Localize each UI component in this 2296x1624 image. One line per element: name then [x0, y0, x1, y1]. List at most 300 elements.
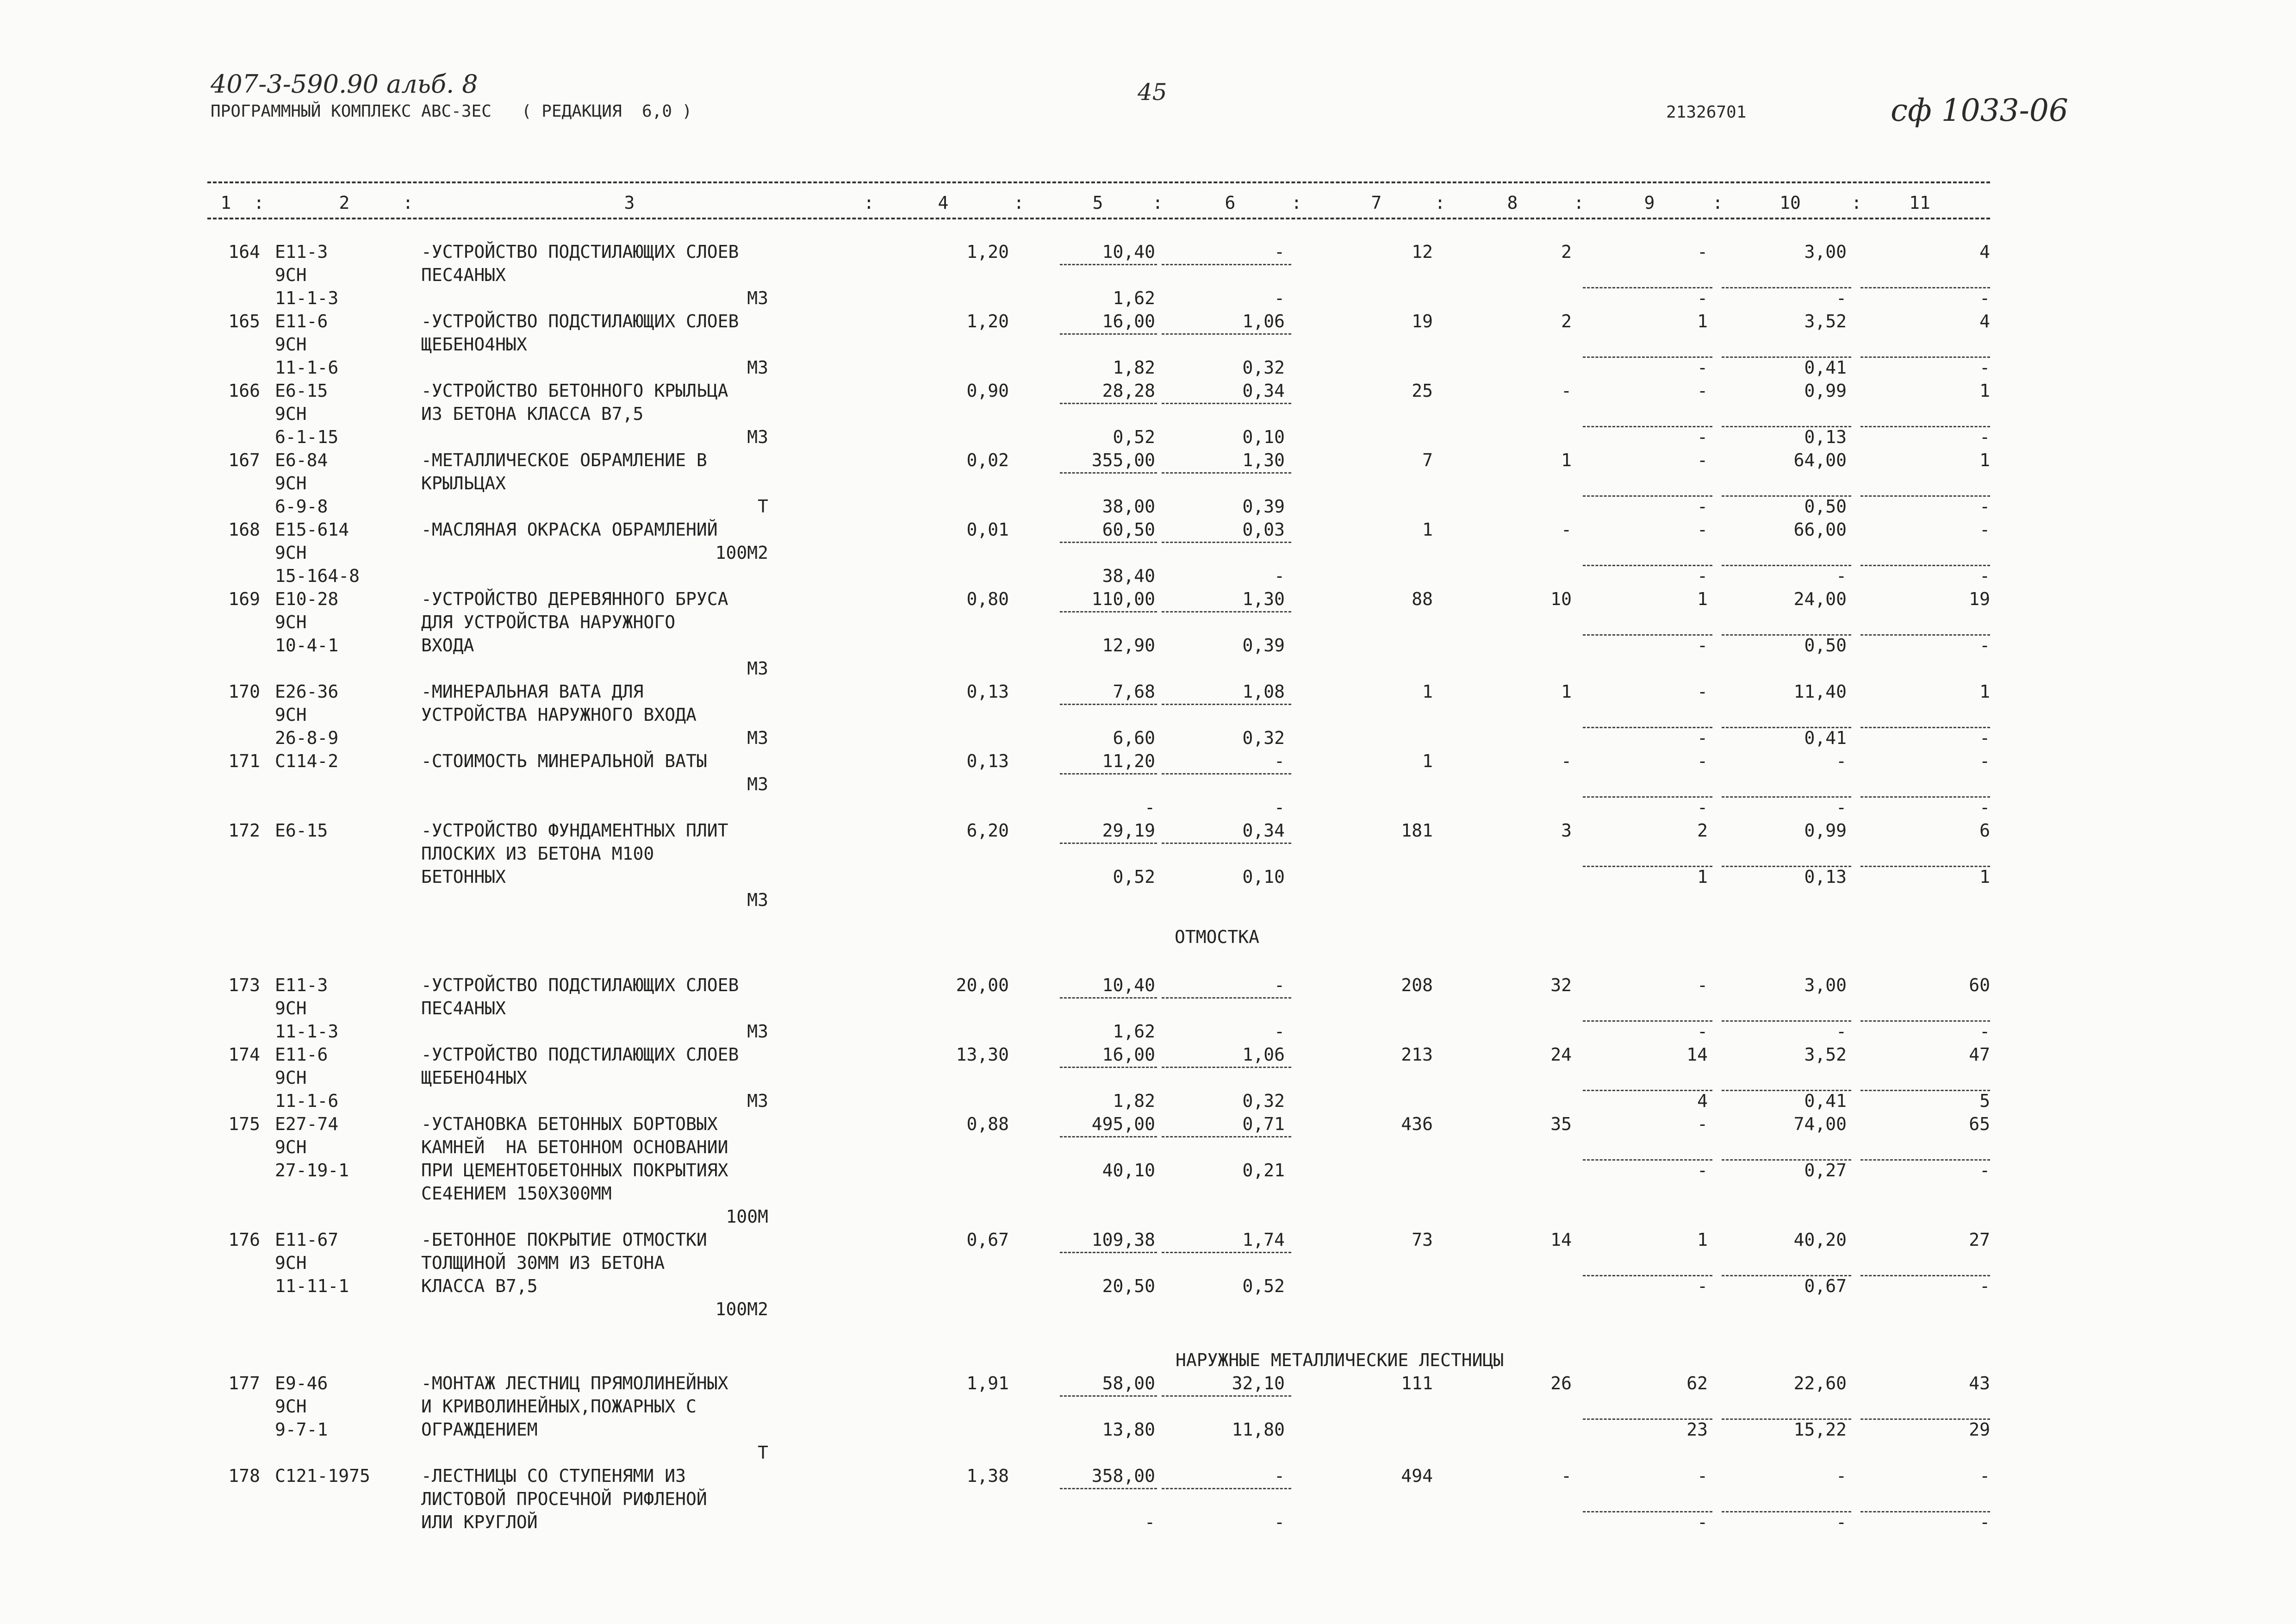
- column-separator: :: [1291, 193, 1302, 213]
- handwritten-stamp: сф 1033-06: [1891, 93, 2068, 128]
- top-rule: [207, 181, 1990, 183]
- cell-c6: 0,34: [1242, 820, 1285, 841]
- cell-c8: 26: [1550, 1373, 1572, 1393]
- cell-c11: 4: [1979, 311, 1990, 331]
- cell-c3: И КРИВОЛИНЕЙНЫХ,ПОЖАРНЫХ С: [421, 1396, 697, 1417]
- cell-c5: 7,68: [1113, 681, 1155, 702]
- cell-c2: 9-7-1: [275, 1419, 328, 1440]
- cell-c3: КЛАССА В7,5: [421, 1276, 538, 1296]
- cell-c3: ЩЕБЕНО4НЫХ: [421, 334, 527, 355]
- cell-c8: 14: [1550, 1230, 1572, 1250]
- cell-c10: 66,00: [1793, 519, 1847, 540]
- cell-c2: 9СН: [275, 705, 307, 725]
- cell-c5: 1,82: [1113, 357, 1155, 378]
- cell-c9: -: [1697, 1160, 1708, 1181]
- cell-c2: Е11-6: [275, 1044, 328, 1065]
- cell-c11: -: [1979, 751, 1990, 771]
- cell-c10: 0,13: [1804, 427, 1847, 447]
- cell-c2: 9СН: [275, 543, 307, 563]
- cell-c1: 167: [228, 450, 260, 470]
- cell-c3: -УСТРОЙСТВО ДЕРЕВЯННОГО БРУСА: [421, 589, 728, 609]
- cell-c3: М3: [747, 1091, 768, 1111]
- cell-c7: 181: [1401, 820, 1433, 841]
- subtotal-rule: [1060, 997, 1157, 999]
- cell-c8: -: [1561, 751, 1572, 771]
- cell-c2: 9СН: [275, 1137, 307, 1157]
- cell-c5: 12,90: [1102, 635, 1155, 656]
- cell-c6: 32,10: [1232, 1373, 1285, 1393]
- cell-c6: -: [1274, 1021, 1285, 1042]
- cell-c11: 1: [1979, 450, 1990, 470]
- cell-c8: 3: [1561, 820, 1572, 841]
- cell-c5: 58,00: [1102, 1373, 1155, 1393]
- cell-c11: 29: [1969, 1419, 1990, 1440]
- column-header-6: 6: [1225, 193, 1236, 213]
- cell-c6: 11,80: [1232, 1419, 1285, 1440]
- subtotal-rule: [1162, 1488, 1291, 1489]
- cell-c3: -УСТРОЙСТВО ПОДСТИЛАЮЩИХ СЛОЕВ: [421, 1044, 739, 1065]
- cell-c6: 1,30: [1242, 589, 1285, 609]
- cell-c2: 9СН: [275, 473, 307, 493]
- cell-c9: 2: [1697, 820, 1708, 841]
- subtotal-rule: [1060, 1395, 1157, 1397]
- subtotal-rule: [1060, 611, 1157, 612]
- cell-c6: 0,10: [1242, 427, 1285, 447]
- cell-c10: 11,40: [1793, 681, 1847, 702]
- cell-c7: 494: [1401, 1466, 1433, 1486]
- cell-c1: 170: [228, 681, 260, 702]
- subtotal-rule: [1162, 1136, 1291, 1137]
- cell-c1: 177: [228, 1373, 260, 1393]
- document-number: 21326701: [1666, 103, 1747, 122]
- cell-c5: 1,82: [1113, 1091, 1155, 1111]
- cell-c11: -: [1979, 1021, 1990, 1042]
- subtotal-rule: [1162, 843, 1291, 844]
- cell-c7: 208: [1401, 975, 1433, 995]
- column-separator: :: [1435, 193, 1445, 213]
- cell-c3: 100М2: [715, 543, 768, 563]
- cell-c6: -: [1274, 288, 1285, 308]
- cell-c11: 27: [1969, 1230, 1990, 1250]
- cell-c3: М3: [747, 288, 768, 308]
- cell-c5: 495,00: [1091, 1114, 1155, 1134]
- subtotal-rule: [1162, 704, 1291, 705]
- cell-c2: 11-1-3: [275, 288, 339, 308]
- subtotal-rule: [1162, 333, 1291, 335]
- cell-c11: 6: [1979, 820, 1990, 841]
- page-number: 45: [1138, 79, 1167, 106]
- column-header-9: 9: [1644, 193, 1655, 213]
- cell-c10: 74,00: [1793, 1114, 1847, 1134]
- cell-c10: -: [1836, 1466, 1847, 1486]
- cell-c2: 9СН: [275, 404, 307, 424]
- cell-c9: 14: [1686, 1044, 1708, 1065]
- cell-c9: -: [1697, 496, 1708, 517]
- subtotal-rule: [1060, 333, 1157, 335]
- cell-c2: 9СН: [275, 1253, 307, 1273]
- cell-c6: -: [1274, 797, 1285, 818]
- cell-c7: 436: [1401, 1114, 1433, 1134]
- cell-c3: Т: [758, 496, 768, 517]
- cell-c11: 1: [1979, 867, 1990, 887]
- cell-c5: 358,00: [1091, 1466, 1155, 1486]
- cell-c4: 0,13: [966, 751, 1009, 771]
- cell-c4: 6,20: [966, 820, 1009, 841]
- subtotal-rule: [1060, 403, 1157, 404]
- cell-c8: -: [1561, 519, 1572, 540]
- cell-c2: Е26-36: [275, 681, 339, 702]
- cell-c5: 13,80: [1102, 1419, 1155, 1440]
- column-header-4: 4: [938, 193, 949, 213]
- cell-c2: 6-1-15: [275, 427, 339, 447]
- cell-c8: -: [1561, 1466, 1572, 1486]
- cell-c3: -УСТРОЙСТВО ПОДСТИЛАЮЩИХ СЛОЕВ: [421, 242, 739, 262]
- cell-c11: 1: [1979, 681, 1990, 702]
- cell-c11: -: [1979, 635, 1990, 656]
- cell-c6: 0,03: [1242, 519, 1285, 540]
- cell-c9: 1: [1697, 1230, 1708, 1250]
- cell-c1: 166: [228, 381, 260, 401]
- cell-c11: 65: [1969, 1114, 1990, 1134]
- cell-c6: 1,30: [1242, 450, 1285, 470]
- cell-c2: Е11-3: [275, 975, 328, 995]
- cell-c2: 9СН: [275, 1396, 307, 1417]
- cell-c3: М3: [747, 1021, 768, 1042]
- cell-c2: Е27-74: [275, 1114, 339, 1134]
- cell-c9: -: [1697, 450, 1708, 470]
- cell-c3: -СТОИМОСТЬ МИНЕРАЛЬНОЙ ВАТЫ: [421, 751, 707, 771]
- cell-c2: 11-1-3: [275, 1021, 339, 1042]
- cell-c10: 0,67: [1804, 1276, 1847, 1296]
- cell-c3: КАМНЕЙ НА БЕТОННОМ ОСНОВАНИИ: [421, 1137, 728, 1157]
- cell-c11: -: [1979, 1160, 1990, 1181]
- cell-c2: 27-19-1: [275, 1160, 349, 1181]
- cell-c4: 1,91: [966, 1373, 1009, 1393]
- subtotal-rule: [1162, 264, 1291, 265]
- cell-c7: 111: [1401, 1373, 1433, 1393]
- cell-c2: 9СН: [275, 265, 307, 285]
- cell-c2: 9СН: [275, 998, 307, 1018]
- cell-c3: -УСТАНОВКА БЕТОННЫХ БОРТОВЫХ: [421, 1114, 718, 1134]
- cell-c3: ВХОДА: [421, 635, 474, 656]
- program-title: ПРОГРАММНЫЙ КОМПЛЕКС АВС-3ЕС ( РЕДАКЦИЯ 6,0 ): [211, 102, 692, 121]
- cell-c1: 173: [228, 975, 260, 995]
- cell-c6: 0,39: [1242, 635, 1285, 656]
- cell-c10: 0,50: [1804, 635, 1847, 656]
- cell-c8: 24: [1550, 1044, 1572, 1065]
- column-separator: :: [403, 193, 413, 213]
- column-separator: :: [1014, 193, 1024, 213]
- cell-c1: 165: [228, 311, 260, 331]
- cell-c10: 0,27: [1804, 1160, 1847, 1181]
- cell-c4: 13,30: [956, 1044, 1009, 1065]
- cell-c9: -: [1697, 975, 1708, 995]
- cell-c7: 213: [1401, 1044, 1433, 1065]
- cell-c3: Т: [758, 1443, 768, 1463]
- cell-c2: С121-1975: [275, 1466, 370, 1486]
- cell-c3: М3: [747, 357, 768, 378]
- cell-c9: 23: [1686, 1419, 1708, 1440]
- cell-c3: СЕ4ЕНИЕМ 150Х300ММ: [421, 1183, 612, 1204]
- cell-c11: 47: [1969, 1044, 1990, 1065]
- cell-c2: С114-2: [275, 751, 339, 771]
- cell-c11: -: [1979, 496, 1990, 517]
- cell-c4: 0,90: [966, 381, 1009, 401]
- column-separator: :: [1851, 193, 1862, 213]
- cell-c11: -: [1979, 288, 1990, 308]
- cell-c4: 0,02: [966, 450, 1009, 470]
- cell-c1: 172: [228, 820, 260, 841]
- cell-c5: 29,19: [1102, 820, 1155, 841]
- cell-c11: -: [1979, 519, 1990, 540]
- cell-c3: 100М2: [715, 1299, 768, 1319]
- cell-c9: -: [1697, 728, 1708, 748]
- cell-c2: Е6-84: [275, 450, 328, 470]
- cell-c10: 0,41: [1804, 1091, 1847, 1111]
- cell-c10: 0,13: [1804, 867, 1847, 887]
- cell-c6: -: [1274, 242, 1285, 262]
- cell-c3: ОГРАЖДЕНИЕМ: [421, 1419, 538, 1440]
- cell-c8: 10: [1550, 589, 1572, 609]
- column-separator: :: [254, 193, 264, 213]
- cell-c9: -: [1697, 1466, 1708, 1486]
- cell-c6: 0,34: [1242, 381, 1285, 401]
- cell-c8: -: [1561, 381, 1572, 401]
- cell-c5: 16,00: [1102, 311, 1155, 331]
- cell-c3: М3: [747, 890, 768, 910]
- column-separator: :: [864, 193, 874, 213]
- cell-c3: -УСТРОЙСТВО ПОДСТИЛАЮЩИХ СЛОЕВ: [421, 975, 739, 995]
- cell-c7: 1: [1422, 519, 1433, 540]
- cell-c5: 0,52: [1113, 867, 1155, 887]
- cell-c3: М3: [747, 774, 768, 794]
- cell-c3: -БЕТОННОЕ ПОКРЫТИЕ ОТМОСТКИ: [421, 1230, 707, 1250]
- cell-c10: 0,41: [1804, 728, 1847, 748]
- cell-c11: 19: [1969, 589, 1990, 609]
- cell-c3: -МИНЕРАЛЬНАЯ ВАТА ДЛЯ: [421, 681, 644, 702]
- cell-c1: 174: [228, 1044, 260, 1065]
- cell-c6: -: [1274, 1466, 1285, 1486]
- cell-c6: 1,08: [1242, 681, 1285, 702]
- subtotal-rule: [1162, 472, 1291, 474]
- cell-c7: 25: [1412, 381, 1433, 401]
- cell-c2: Е6-15: [275, 820, 328, 841]
- subtotal-rule: [1162, 1067, 1291, 1068]
- cell-c2: Е9-46: [275, 1373, 328, 1393]
- cell-c6: 0,39: [1242, 496, 1285, 517]
- subtotal-rule: [1060, 1067, 1157, 1068]
- column-header-11: 11: [1909, 193, 1930, 213]
- subtotal-rule: [1060, 773, 1157, 775]
- subtotal-rule: [1060, 472, 1157, 474]
- cell-c5: 0,52: [1113, 427, 1155, 447]
- cell-c1: 176: [228, 1230, 260, 1250]
- cell-c10: -: [1836, 797, 1847, 818]
- cell-c9: -: [1697, 635, 1708, 656]
- cell-c4: 0,80: [966, 589, 1009, 609]
- cell-c2: 11-11-1: [275, 1276, 349, 1296]
- cell-c9: -: [1697, 288, 1708, 308]
- cell-c1: 171: [228, 751, 260, 771]
- cell-c9: -: [1697, 797, 1708, 818]
- cell-c6: -: [1274, 975, 1285, 995]
- cell-c11: -: [1979, 357, 1990, 378]
- cell-c5: -: [1145, 797, 1155, 818]
- cell-c4: 0,67: [966, 1230, 1009, 1250]
- column-separator: :: [1574, 193, 1584, 213]
- cell-c10: 0,41: [1804, 357, 1847, 378]
- cell-c6: -: [1274, 566, 1285, 586]
- subtotal-rule: [1162, 542, 1291, 543]
- cell-c11: -: [1979, 427, 1990, 447]
- cell-c11: -: [1979, 566, 1990, 586]
- cell-c5: 38,40: [1102, 566, 1155, 586]
- cell-c3: М3: [747, 427, 768, 447]
- cell-c2: Е11-3: [275, 242, 328, 262]
- cell-c2: Е10-28: [275, 589, 339, 609]
- column-header-8: 8: [1507, 193, 1518, 213]
- cell-c10: -: [1836, 1512, 1847, 1532]
- cell-c6: 0,71: [1242, 1114, 1285, 1134]
- cell-c10: 0,50: [1804, 496, 1847, 517]
- subtotal-rule: [1060, 1136, 1157, 1137]
- cell-c8: 1: [1561, 450, 1572, 470]
- cell-c3: ИЗ БЕТОНА КЛАССА В7,5: [421, 404, 644, 424]
- cell-c7: 7: [1422, 450, 1433, 470]
- cell-c10: 3,00: [1804, 242, 1847, 262]
- cell-c7: 19: [1412, 311, 1433, 331]
- cell-c3: М3: [747, 658, 768, 679]
- cell-c2: 9СН: [275, 334, 307, 355]
- cell-c1: 164: [228, 242, 260, 262]
- cell-c10: 3,52: [1804, 1044, 1847, 1065]
- cell-c6: 0,32: [1242, 728, 1285, 748]
- cell-c5: 110,00: [1091, 589, 1155, 609]
- cell-c11: 1: [1979, 381, 1990, 401]
- cell-c6: 0,52: [1242, 1276, 1285, 1296]
- cell-c9: -: [1697, 381, 1708, 401]
- cell-c3: -УСТРОЙСТВО ФУНДАМЕНТНЫХ ПЛИТ: [421, 820, 728, 841]
- cell-c8: 32: [1550, 975, 1572, 995]
- cell-c11: -: [1979, 1512, 1990, 1532]
- cell-c3: ПЕС4АНЫХ: [421, 998, 506, 1018]
- cell-c10: 3,52: [1804, 311, 1847, 331]
- cell-c3: УСТРОЙСТВА НАРУЖНОГО ВХОДА: [421, 705, 697, 725]
- cell-c7: 12: [1412, 242, 1433, 262]
- cell-c10: 40,20: [1793, 1230, 1847, 1250]
- cell-c5: 60,50: [1102, 519, 1155, 540]
- cell-c7: 88: [1412, 589, 1433, 609]
- cell-c3: -УСТРОЙСТВО ПОДСТИЛАЮЩИХ СЛОЕВ: [421, 311, 739, 331]
- column-separator: :: [1152, 193, 1163, 213]
- subtotal-rule: [1162, 997, 1291, 999]
- cell-c5: -: [1145, 1512, 1155, 1532]
- column-header-10: 10: [1780, 193, 1801, 213]
- cell-c4: 1,20: [966, 242, 1009, 262]
- cell-c2: 9СН: [275, 1068, 307, 1088]
- cell-c2: 9СН: [275, 612, 307, 632]
- cell-c3: 100М: [726, 1206, 768, 1227]
- cell-c11: 4: [1979, 242, 1990, 262]
- subtotal-rule: [1162, 1252, 1291, 1253]
- cell-c5: 1,62: [1113, 288, 1155, 308]
- cell-c10: -: [1836, 1021, 1847, 1042]
- subtotal-rule: [1060, 843, 1157, 844]
- cell-c2: 11-1-6: [275, 1091, 339, 1111]
- cell-c5: 10,40: [1102, 975, 1155, 995]
- cell-c2: 26-8-9: [275, 728, 339, 748]
- cell-c6: 0,21: [1242, 1160, 1285, 1181]
- cell-c4: 0,13: [966, 681, 1009, 702]
- cell-c9: 62: [1686, 1373, 1708, 1393]
- cell-c4: 20,00: [956, 975, 1009, 995]
- cell-c3: -ЛЕСТНИЦЫ СО СТУПЕНЯМИ ИЗ: [421, 1466, 686, 1486]
- cell-c2: 11-1-6: [275, 357, 339, 378]
- cell-c9: -: [1697, 751, 1708, 771]
- column-header-5: 5: [1092, 193, 1103, 213]
- cell-c5: 28,28: [1102, 381, 1155, 401]
- cell-c6: 0,10: [1242, 867, 1285, 887]
- cell-c10: 64,00: [1793, 450, 1847, 470]
- cell-c3: ЩЕБЕНО4НЫХ: [421, 1068, 527, 1088]
- cell-c11: -: [1979, 1276, 1990, 1296]
- column-separator: :: [1712, 193, 1723, 213]
- cell-c3: ПЕС4АНЫХ: [421, 265, 506, 285]
- cell-c3: -МЕТАЛЛИЧЕСКОЕ ОБРАМЛЕНИЕ В: [421, 450, 707, 470]
- cell-c10: 24,00: [1793, 589, 1847, 609]
- cell-c3: ПЛОСКИХ ИЗ БЕТОНА М100: [421, 843, 654, 864]
- cell-c9: -: [1697, 1512, 1708, 1532]
- cell-c1: 168: [228, 519, 260, 540]
- cell-c3: ЛИСТОВОЙ ПРОСЕЧНОЙ РИФЛЕНОЙ: [421, 1489, 707, 1509]
- cell-c6: 1,06: [1242, 311, 1285, 331]
- cell-c11: 43: [1969, 1373, 1990, 1393]
- cell-c10: -: [1836, 566, 1847, 586]
- cell-c9: -: [1697, 242, 1708, 262]
- cell-c3: -МАСЛЯНАЯ ОКРАСКА ОБРАМЛЕНИЙ: [421, 519, 718, 540]
- cell-c6: 0,32: [1242, 357, 1285, 378]
- cell-c9: -: [1697, 1021, 1708, 1042]
- cell-c9: 1: [1697, 311, 1708, 331]
- subtotal-rule: [1060, 704, 1157, 705]
- subtotal-rule: [1162, 773, 1291, 775]
- cell-c3: ДЛЯ УСТРОЙСТВА НАРУЖНОГО: [421, 612, 676, 632]
- subtotal-rule: [1162, 1395, 1291, 1397]
- cell-c9: -: [1697, 681, 1708, 702]
- cell-c10: 15,22: [1793, 1419, 1847, 1440]
- cell-c4: 0,88: [966, 1114, 1009, 1134]
- section-heading-otmostka: ОТМОСТКА: [1175, 927, 1260, 947]
- cell-c7: 1: [1422, 751, 1433, 771]
- cell-c3: -УСТРОЙСТВО БЕТОННОГО КРЫЛЬЦА: [421, 381, 728, 401]
- cell-c6: 1,74: [1242, 1230, 1285, 1250]
- cell-c2: Е11-6: [275, 311, 328, 331]
- cell-c5: 20,50: [1102, 1276, 1155, 1296]
- cell-c10: -: [1836, 751, 1847, 771]
- cell-c9: -: [1697, 357, 1708, 378]
- cell-c2: 15-164-8: [275, 566, 360, 586]
- cell-c9: 1: [1697, 589, 1708, 609]
- cell-c5: 355,00: [1091, 450, 1155, 470]
- cell-c3: -МОНТАЖ ЛЕСТНИЦ ПРЯМОЛИНЕЙНЫХ: [421, 1373, 728, 1393]
- cell-c10: 0,99: [1804, 820, 1847, 841]
- cell-c3: ИЛИ КРУГЛОЙ: [421, 1512, 538, 1532]
- cell-c9: -: [1697, 566, 1708, 586]
- subtotal-rule: [1162, 403, 1291, 404]
- cell-c5: 109,38: [1091, 1230, 1155, 1250]
- cell-c9: -: [1697, 427, 1708, 447]
- cell-c6: 0,32: [1242, 1091, 1285, 1111]
